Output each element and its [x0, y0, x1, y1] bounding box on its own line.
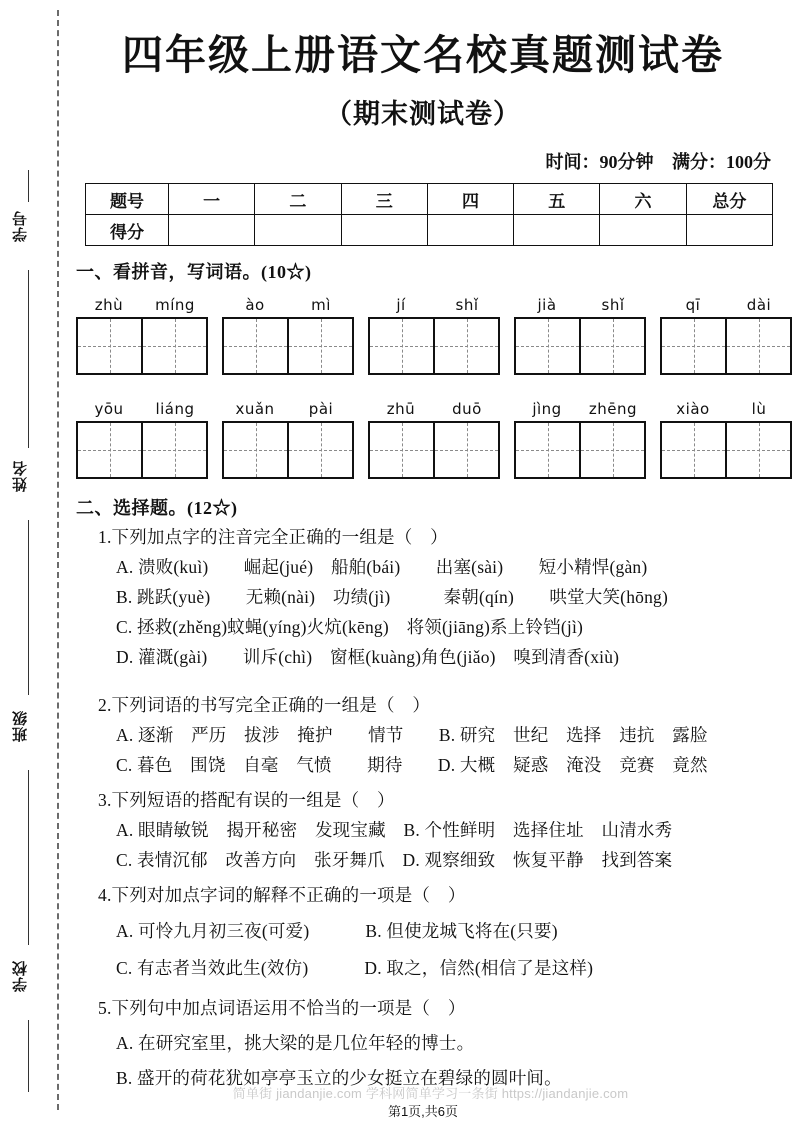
- tianzige-grid[interactable]: [514, 317, 646, 375]
- cell-q6: 六: [600, 184, 686, 215]
- tianzige-cell[interactable]: [433, 319, 498, 373]
- question-5-option-b[interactable]: B. 盛开的荷花犹如亭亭玉立的少女挺立在碧绿的圆叶间。: [116, 1068, 562, 1088]
- cell-tihao: 题号: [86, 184, 169, 215]
- tianzige-cell[interactable]: [662, 423, 725, 477]
- pinyin-labels: [368, 292, 500, 314]
- table-row-headers: [86, 184, 773, 215]
- question-3-stem: 3.下列短语的搭配有误的一组是（ ）: [98, 790, 395, 810]
- pinyin-labels: [660, 396, 792, 418]
- question-4-option-c[interactable]: C. 有志者当效此生(效仿): [116, 958, 309, 978]
- pinyin-row-2: [76, 396, 788, 484]
- pinyin-syllable: dài: [746, 296, 772, 314]
- seal-divider-4: [28, 770, 29, 945]
- seal-divider-3: [28, 520, 29, 695]
- seal-field-banji: 班级: [13, 710, 29, 742]
- pinyin-labels: [222, 396, 354, 418]
- question-5-stem: 5.下列句中加点词语运用不恰当的一项是（ ）: [98, 998, 466, 1018]
- pinyin-labels: [76, 396, 208, 418]
- tianzige-cell[interactable]: [78, 319, 141, 373]
- pinyin-labels: [660, 292, 792, 314]
- question-1-stem: 1.下列加点字的注音完全正确的一组是（ ）: [98, 527, 448, 547]
- pinyin-row-1: [76, 292, 788, 380]
- exam-sheet: [68, 0, 793, 1122]
- tianzige-grid[interactable]: [76, 421, 208, 479]
- question-1-option-c[interactable]: C. 拯救(zhěng)蚊蝇(yíng)火炕(kēng) 将领(jiāng)系上铃铛(jì): [116, 617, 584, 637]
- pinyin-group-1-3: [368, 292, 500, 375]
- tianzige-grid[interactable]: [660, 317, 792, 375]
- question-4-option-a[interactable]: A. 可怜九月初三夜(可爱): [116, 921, 310, 941]
- score-cell-5[interactable]: [514, 215, 600, 246]
- seal-column: [0, 0, 68, 1122]
- question-4-options-row-2: [116, 955, 776, 980]
- seal-divider-5: [28, 1020, 29, 1092]
- seal-divider-1: [28, 170, 29, 202]
- tianzige-cell[interactable]: [579, 423, 644, 477]
- pinyin-labels: [76, 292, 208, 314]
- pinyin-group-1-5: [660, 292, 792, 375]
- pinyin-syllable: lù: [751, 400, 767, 418]
- pinyin-syllable: jià: [537, 296, 557, 314]
- page-title: 四年级上册语文名校真题测试卷: [122, 32, 724, 78]
- tianzige-cell[interactable]: [370, 319, 433, 373]
- pinyin-group-2-3: [368, 396, 500, 479]
- tianzige-cell[interactable]: [662, 319, 725, 373]
- score-cell-4[interactable]: [427, 215, 513, 246]
- score-table: [85, 183, 773, 246]
- question-4-options-row-1: [116, 918, 776, 943]
- pinyin-syllable: xiào: [676, 400, 710, 418]
- pinyin-group-1-4: [514, 292, 646, 375]
- tianzige-cell[interactable]: [516, 319, 579, 373]
- seal-field-xuexiao: 学校: [13, 960, 29, 992]
- tianzige-cell[interactable]: [141, 423, 206, 477]
- tianzige-cell[interactable]: [287, 423, 352, 477]
- question-1-option-a[interactable]: A. 溃败(kuì) 崛起(jué) 船舶(bái) 出塞(sài) 短小精悍(gàn): [116, 557, 648, 577]
- time-limit-label: 时间：90分钟: [545, 152, 654, 172]
- cell-q4: 四: [427, 184, 513, 215]
- full-score-label: 满分：100分: [672, 152, 771, 172]
- tianzige-grid[interactable]: [514, 421, 646, 479]
- tianzige-grid[interactable]: [222, 421, 354, 479]
- pinyin-syllable: zhēng: [588, 400, 638, 418]
- question-5-option-a[interactable]: A. 在研究室里，挑大梁的是几位年轻的博士。: [116, 1033, 475, 1053]
- question-4-option-b[interactable]: B. 但使龙城飞将在(只要): [365, 921, 558, 941]
- score-cell-3[interactable]: [341, 215, 427, 246]
- tianzige-grid[interactable]: [368, 421, 500, 479]
- pinyin-syllable: míng: [155, 296, 195, 314]
- question-4-stem: 4.下列对加点字词的解释不正确的一项是（ ）: [98, 885, 466, 905]
- watermark-text: 简单街 jiandanjie.com 学科网简单学习一条街 https://jiandanjie.com: [232, 1086, 629, 1101]
- tianzige-grid[interactable]: [222, 317, 354, 375]
- score-cell-6[interactable]: [600, 215, 686, 246]
- seal-field-xuehao: 学号: [13, 210, 29, 242]
- tianzige-cell[interactable]: [287, 319, 352, 373]
- table-row-scores: [86, 215, 773, 246]
- tianzige-grid[interactable]: [660, 421, 792, 479]
- cell-defen: 得分: [86, 215, 169, 246]
- score-cell-1[interactable]: [169, 215, 255, 246]
- pinyin-labels: [514, 396, 646, 418]
- tianzige-cell[interactable]: [78, 423, 141, 477]
- pinyin-group-2-1: [76, 396, 208, 479]
- question-3-option-ab[interactable]: A. 眼睛敏锐 揭开秘密 发现宝藏 B. 个性鲜明 选择住址 山清水秀: [116, 820, 673, 840]
- question-3-option-cd[interactable]: C. 表情沉郁 改善方向 张牙舞爪 D. 观察细致 恢复平静 找到答案: [116, 850, 673, 870]
- page-subtitle: （期末测试卷）: [325, 99, 521, 129]
- section-one-heading: 一、看拼音，写词语。(10☆): [76, 262, 312, 282]
- seal-field-xingming: 姓名: [13, 460, 29, 492]
- pinyin-syllable: liáng: [155, 400, 195, 418]
- tianzige-cell[interactable]: [224, 423, 287, 477]
- seal-divider-2: [28, 270, 29, 448]
- question-2-stem: 2.下列词语的书写完全正确的一组是（ ）: [98, 695, 431, 715]
- pinyin-syllable: pài: [308, 400, 334, 418]
- pinyin-syllable: zhù: [94, 296, 124, 314]
- section-two-heading: 二、选择题。(12☆): [76, 498, 238, 518]
- cell-total: 总分: [686, 184, 772, 215]
- question-4-option-d[interactable]: D. 取之，信然(相信了是这样): [364, 958, 594, 978]
- cell-q5: 五: [514, 184, 600, 215]
- pinyin-group-2-4: [514, 396, 646, 479]
- pinyin-syllable: ào: [245, 296, 265, 314]
- pinyin-syllable: qī: [685, 296, 701, 314]
- page-footer: 第1页,共6页: [387, 1104, 459, 1119]
- pinyin-syllable: xuǎn: [235, 400, 275, 418]
- tianzige-cell[interactable]: [370, 423, 433, 477]
- pinyin-syllable: mì: [311, 296, 331, 314]
- cell-q2: 二: [255, 184, 341, 215]
- exam-meta: [532, 148, 772, 174]
- question-2-option-cd[interactable]: C. 暮色 围饶 自毫 气愤 期待 D. 大概 疑惑 淹没 竞赛 竟然: [116, 755, 708, 775]
- tianzige-cell[interactable]: [224, 319, 287, 373]
- pinyin-syllable: duō: [452, 400, 482, 418]
- pinyin-syllable: jìng: [532, 400, 562, 418]
- tianzige-cell[interactable]: [725, 319, 790, 373]
- pinyin-labels: [222, 292, 354, 314]
- pinyin-syllable: shǐ: [601, 296, 625, 314]
- tianzige-grid[interactable]: [76, 317, 208, 375]
- tianzige-cell[interactable]: [725, 423, 790, 477]
- seal-dashed-line: [57, 10, 59, 1110]
- cell-q3: 三: [341, 184, 427, 215]
- tianzige-cell[interactable]: [141, 319, 206, 373]
- tianzige-grid[interactable]: [368, 317, 500, 375]
- pinyin-labels: [514, 292, 646, 314]
- question-1-option-d[interactable]: D. 灌溉(gài) 训斥(chì) 窗框(kuàng)角色(jiǎo) 嗅到清香(xiù): [116, 647, 620, 667]
- question-2-option-ab[interactable]: A. 逐渐 严历 拔涉 掩护 情节 B. 研究 世纪 选择 违抗 露脸: [116, 725, 708, 745]
- tianzige-cell[interactable]: [433, 423, 498, 477]
- pinyin-group-1-1: [76, 292, 208, 375]
- cell-q1: 一: [169, 184, 255, 215]
- tianzige-cell[interactable]: [516, 423, 579, 477]
- score-cell-total[interactable]: [686, 215, 772, 246]
- pinyin-syllable: yōu: [94, 400, 124, 418]
- pinyin-labels: [368, 396, 500, 418]
- pinyin-group-2-5: [660, 396, 792, 479]
- pinyin-syllable: zhū: [386, 400, 416, 418]
- pinyin-group-2-2: [222, 396, 354, 479]
- pinyin-group-1-2: [222, 292, 354, 375]
- pinyin-syllable: jí: [396, 296, 406, 314]
- question-1-option-b[interactable]: B. 跳跃(yuè) 无赖(nài) 功绩(jì) 秦朝(qín) 哄堂大笑(hōng): [116, 587, 669, 607]
- score-cell-2[interactable]: [255, 215, 341, 246]
- pinyin-syllable: shǐ: [455, 296, 479, 314]
- tianzige-cell[interactable]: [579, 319, 644, 373]
